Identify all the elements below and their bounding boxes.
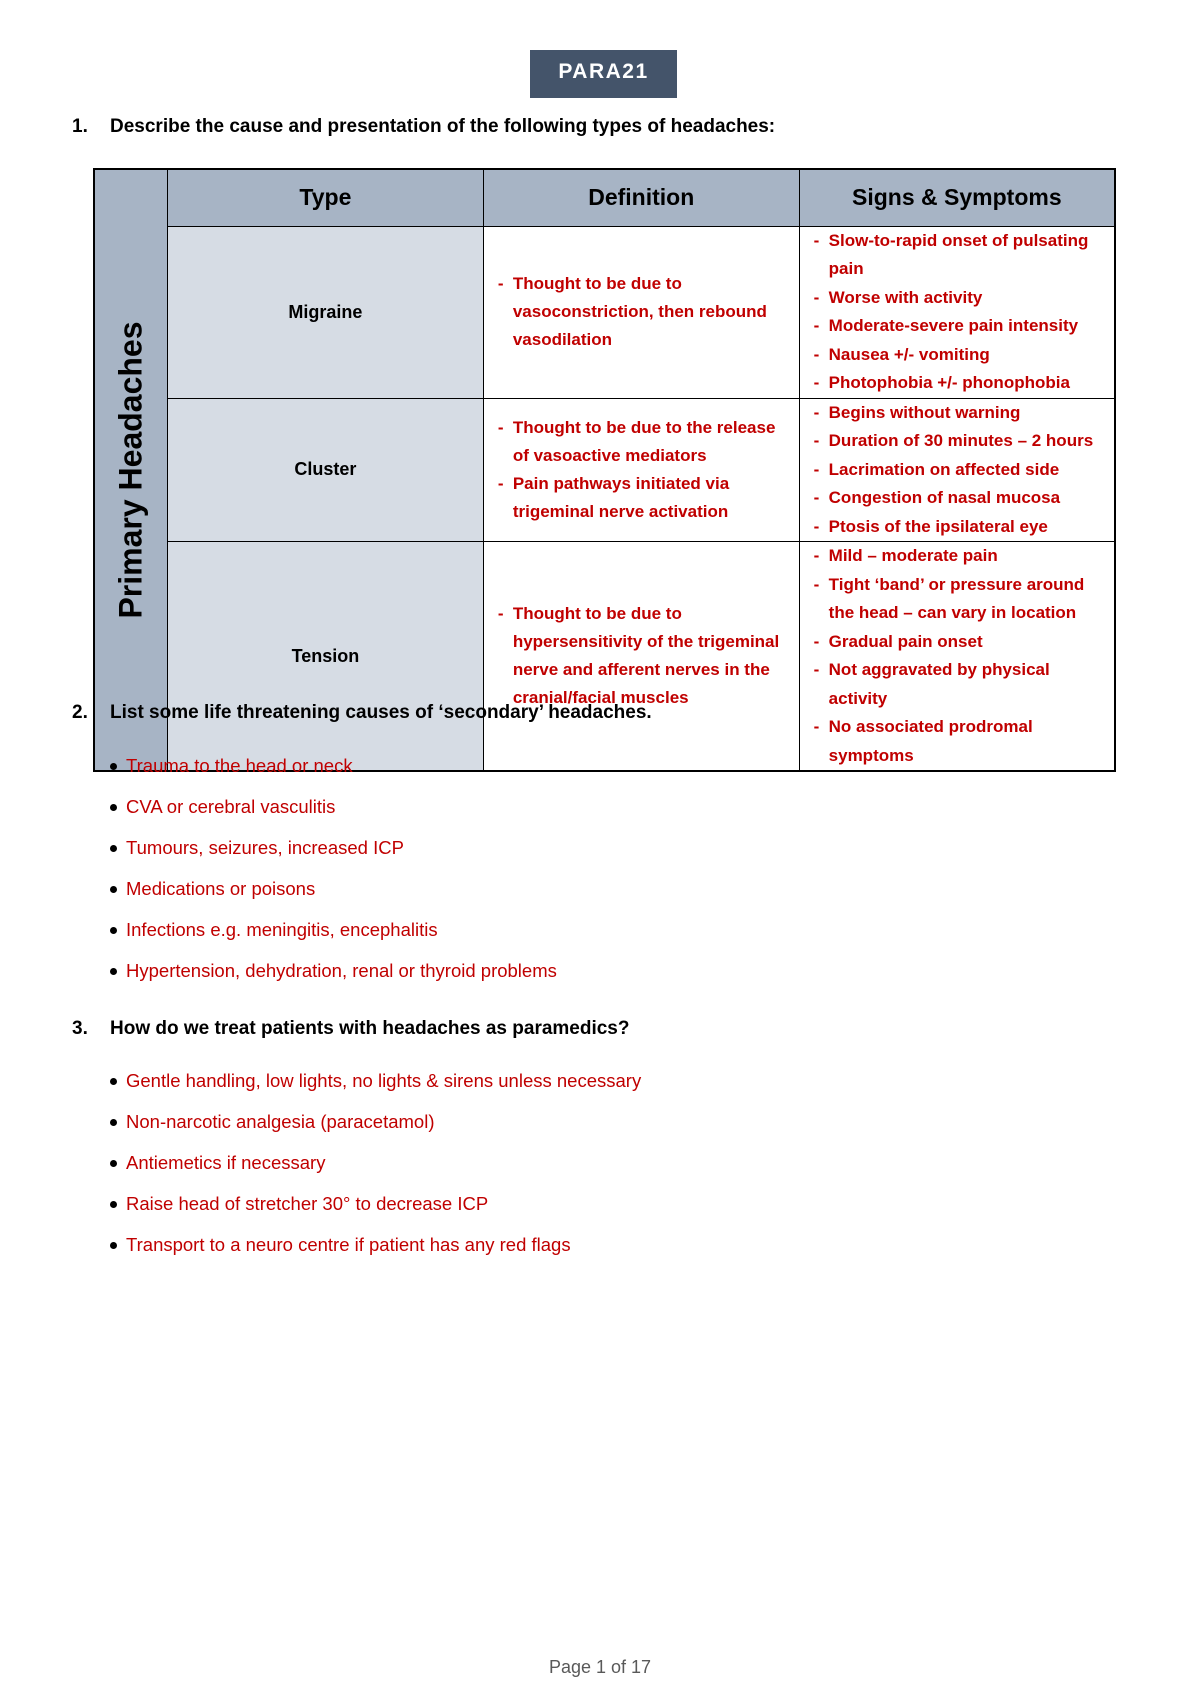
symptom-item: - Moderate-severe pain intensity bbox=[814, 312, 1106, 341]
type-cell: Cluster bbox=[168, 398, 484, 542]
list-item: Hypertension, dehydration, renal or thyroid problems bbox=[108, 950, 557, 991]
type-cell: Migraine bbox=[168, 226, 484, 398]
symptoms-cell bbox=[799, 226, 1115, 398]
symptoms-cell bbox=[799, 398, 1115, 542]
symptom-item: - Tight ‘band’ or pressure around the head – can vary in location bbox=[814, 571, 1106, 628]
question-2-text: List some life threatening causes of ‘secondary’ headaches. bbox=[110, 702, 652, 723]
question-3-text: How do we treat patients with headaches as paramedics? bbox=[110, 1018, 630, 1039]
header-type: Type bbox=[168, 169, 484, 226]
symptom-item: - Lacrimation on affected side bbox=[814, 456, 1106, 485]
page-number: Page 1 of 17 bbox=[548, 1657, 652, 1677]
type-cell: Tension bbox=[168, 542, 484, 772]
definition-item: - Thought to be due to hypersensitivity of the trigeminal nerve and afferent nerves in the cranial/facial muscles bbox=[498, 600, 791, 712]
question-3-number: 3. bbox=[72, 1018, 88, 1039]
question-1-number: 1. bbox=[72, 116, 88, 137]
table-row-cluster bbox=[94, 398, 1115, 542]
symptom-item: - Slow-to-rapid onset of pulsating pain bbox=[814, 227, 1106, 284]
question-2-number: 2. bbox=[72, 702, 88, 723]
definition-item: - Pain pathways initiated via trigeminal nerve activation bbox=[498, 470, 791, 526]
header-definition: Definition bbox=[483, 169, 799, 226]
list-item: Transport to a neuro centre if patient has any red flags bbox=[108, 1224, 641, 1265]
symptom-item: - Mild – moderate pain bbox=[814, 542, 1106, 571]
symptom-item: - Worse with activity bbox=[814, 284, 1106, 313]
table-row-migraine bbox=[94, 226, 1115, 398]
primary-headaches-label: Primary Headaches bbox=[112, 321, 149, 619]
secondary-causes-list bbox=[108, 745, 557, 991]
symptom-item: - Nausea +/- vomiting bbox=[814, 341, 1106, 370]
symptom-item: - Duration of 30 minutes – 2 hours bbox=[814, 427, 1106, 456]
list-item: Antiemetics if necessary bbox=[108, 1142, 641, 1183]
definition-cell bbox=[483, 226, 799, 398]
symptom-item: - No associated prodromal symptoms bbox=[814, 713, 1106, 770]
question-3 bbox=[72, 1018, 630, 1040]
symptoms-cell bbox=[799, 542, 1115, 772]
header-signs-symptoms: Signs & Symptoms bbox=[799, 169, 1115, 226]
table-side-label-cell bbox=[94, 169, 168, 771]
symptom-item: - Photophobia +/- phonophobia bbox=[814, 369, 1106, 398]
symptom-item: - Not aggravated by physical activity bbox=[814, 656, 1106, 713]
list-item: Trauma to the head or neck bbox=[108, 745, 557, 786]
list-item: Gentle handling, low lights, no lights & sirens unless necessary bbox=[108, 1060, 641, 1101]
symptom-item: - Gradual pain onset bbox=[814, 628, 1106, 657]
definition-cell bbox=[483, 542, 799, 772]
table-row-tension bbox=[94, 542, 1115, 772]
list-item: CVA or cerebral vasculitis bbox=[108, 786, 557, 827]
symptom-item: - Begins without warning bbox=[814, 399, 1106, 428]
symptom-item: - Ptosis of the ipsilateral eye bbox=[814, 513, 1106, 542]
list-item: Non-narcotic analgesia (paracetamol) bbox=[108, 1101, 641, 1142]
course-code-badge: PARA21 bbox=[530, 50, 677, 98]
list-item: Raise head of stretcher 30° to decrease ICP bbox=[108, 1183, 641, 1224]
question-1 bbox=[72, 116, 775, 138]
list-item: Infections e.g. meningitis, encephalitis bbox=[108, 909, 557, 950]
treatment-list bbox=[108, 1060, 641, 1265]
headache-types-table bbox=[93, 168, 1116, 772]
definition-item: - Thought to be due to vasoconstriction, then rebound vasodilation bbox=[498, 270, 791, 354]
list-item: Tumours, seizures, increased ICP bbox=[108, 827, 557, 868]
definition-item: - Thought to be due to the release of vasoactive mediators bbox=[498, 414, 791, 470]
question-2 bbox=[72, 702, 652, 724]
list-item: Medications or poisons bbox=[108, 868, 557, 909]
question-1-text: Describe the cause and presentation of the following types of headaches: bbox=[110, 116, 776, 137]
definition-cell bbox=[483, 398, 799, 542]
symptom-item: - Congestion of nasal mucosa bbox=[814, 484, 1106, 513]
